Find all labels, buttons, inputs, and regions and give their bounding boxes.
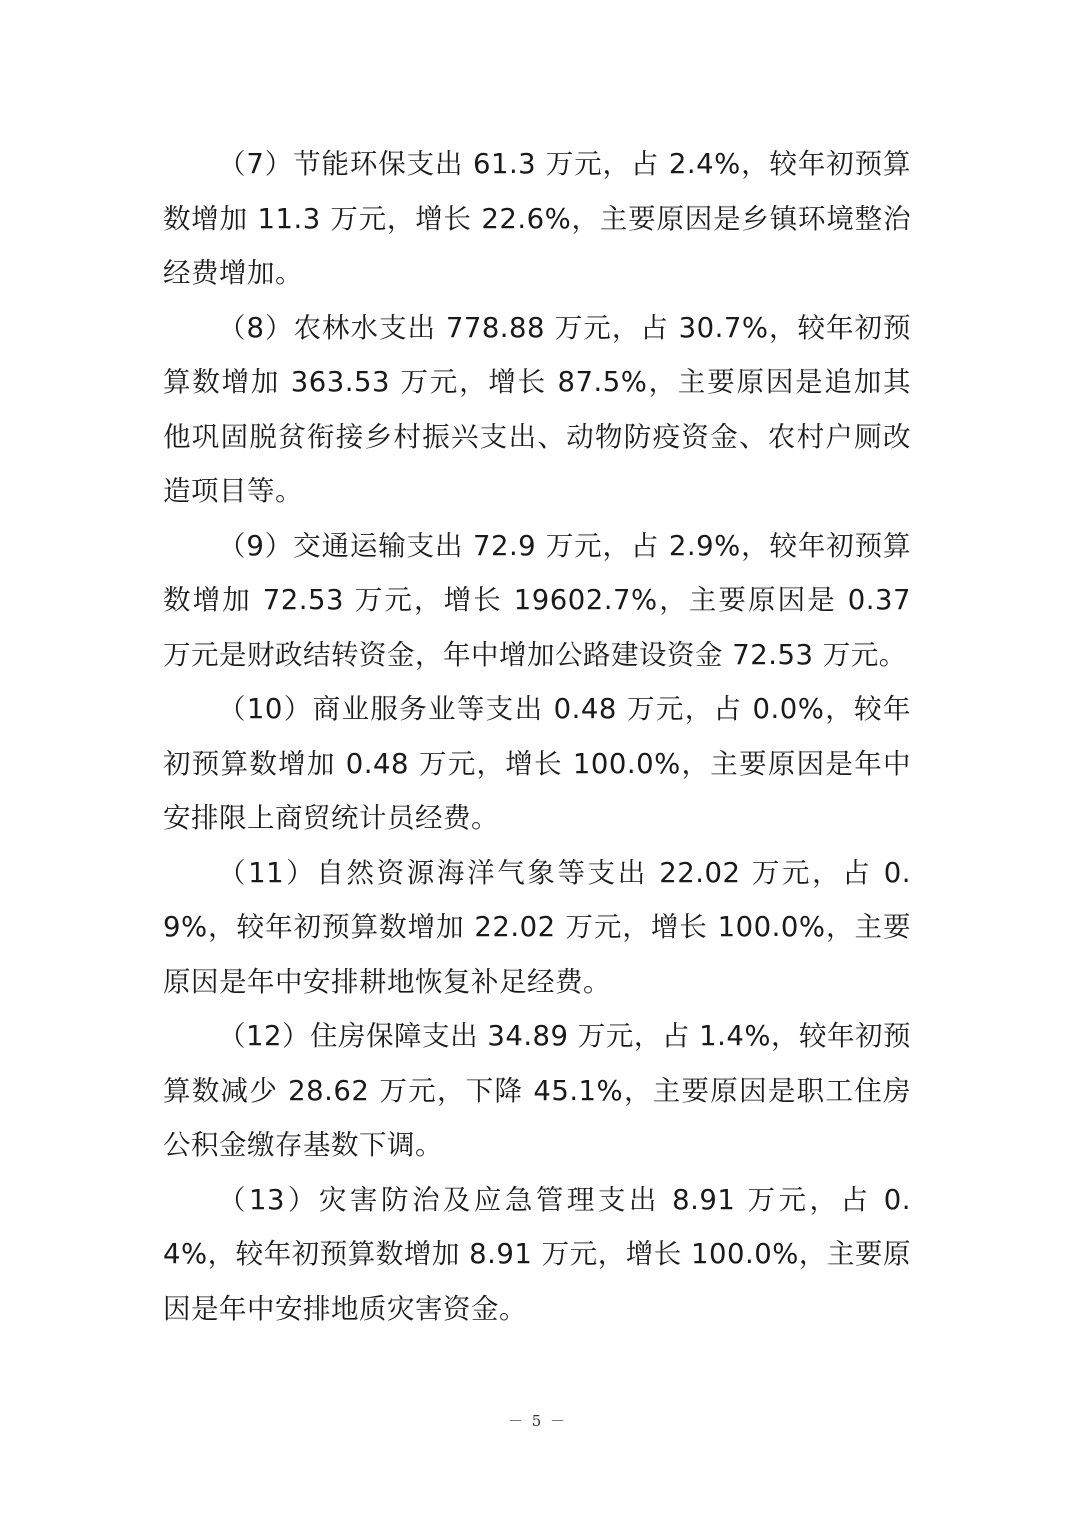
paragraph-energy-environment: （7）节能环保支出 61.3 万元，占 2.4%，较年初预算数增加 11.3 万元，增长 22.6%，主要原因是乡镇环境整治经费增加。	[163, 148, 911, 289]
paragraph-commerce-services: （10）商业服务业等支出 0.48 万元，占 0.0%，较年初预算数增加 0.48 万元，增长 100.0%，主要原因是年中安排限上商贸统计员经费。	[163, 693, 911, 834]
paragraph-disaster-prevention: （13）灾害防治及应急管理支出 8.91 万元，占 0.4%，较年初预算数增加 8.91 万元，增长 100.0%，主要原因是年中安排地质灾害资金。	[163, 1183, 911, 1325]
page-number: － 5 －	[507, 1412, 568, 1430]
paragraph-housing-security: （12）住房保障支出 34.89 万元，占 1.4%，较年初预算数减少 28.62 万元，下降 45.1%，主要原因是职工住房公积金缴存基数下调。	[163, 1020, 911, 1161]
paragraph-transportation: （9）交通运输支出 72.9 万元，占 2.9%，较年初预算数增加 72.53 万元，增长 19602.7%，主要原因是 0.37 万元是财政结转资金，年中增加公路建设资金 72.53 万元。	[163, 529, 911, 671]
paragraph-agriculture-forestry-water: （8）农林水支出 778.88 万元，占 30.7%，较年初预算数增加 363.53 万元，增长 87.5%，主要原因是追加其他巩固脱贫衔接乡村振兴支出、动物防疫资金、农村户厕改造项目等。	[163, 311, 911, 507]
body-text	[163, 137, 911, 1336]
paragraph-natural-resources: （11）自然资源海洋气象等支出 22.02 万元，占 0.9%，较年初预算数增加 22.02 万元，增长 100.0%，主要原因是年中安排耕地恢复补足经费。	[163, 856, 911, 998]
